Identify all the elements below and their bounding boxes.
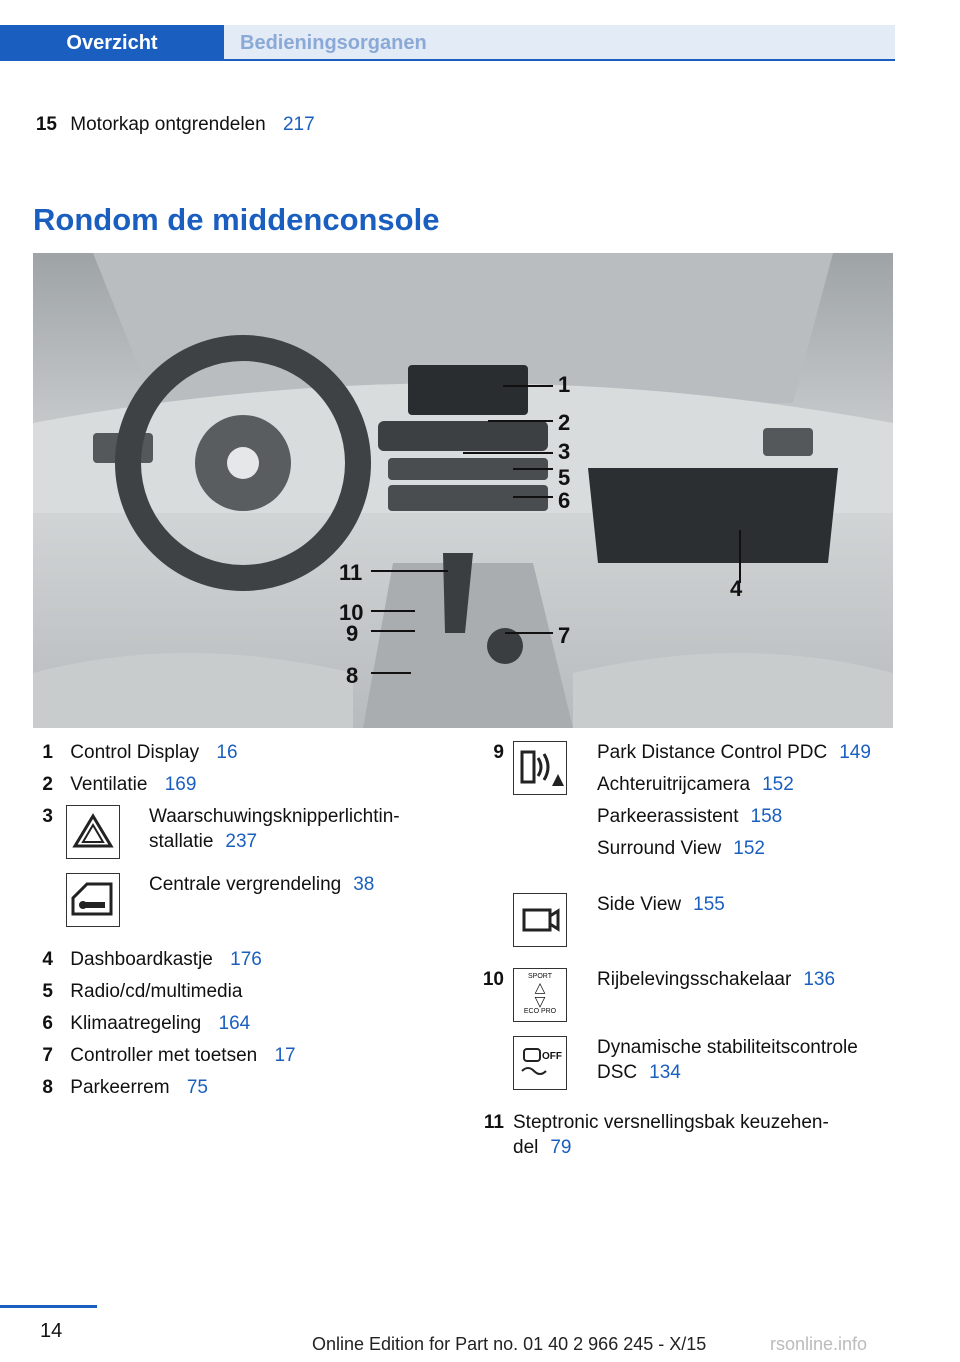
list-item-10: 10	[482, 969, 504, 990]
central-locking-label: Centrale vergrendeling 38	[149, 874, 375, 895]
driving-experience-switch-icon: SPORT △ ▽ ECO PRO	[513, 968, 567, 1022]
page-ref-link[interactable]: 155	[693, 894, 725, 915]
side-view-icon	[513, 893, 567, 947]
section-title: Rondom de middenconsole	[33, 202, 440, 237]
edition-info: Online Edition for Part no. 01 40 2 966 245 - X/15	[312, 1334, 707, 1354]
list-item-1: 1 Control Display 16	[42, 742, 238, 763]
callout-5: 5	[558, 465, 571, 490]
footer-accent-line	[0, 1305, 97, 1308]
pdc-icon	[513, 741, 567, 795]
page-ref-link[interactable]: 152	[762, 774, 794, 795]
callout-6: 6	[558, 488, 571, 513]
list-item-9: 9	[493, 742, 504, 763]
page-ref-link[interactable]: 164	[218, 1013, 251, 1034]
page-ref-link[interactable]: 38	[353, 874, 375, 895]
callout-2: 2	[558, 410, 571, 435]
steptronic-label: Steptronic versnellingsbak keuzehen- del 79	[513, 1112, 829, 1158]
tab-bedieningsorganen[interactable]: Bedieningsorganen	[224, 25, 895, 61]
driving-experience-label: Rijbelevingsschakelaar 136	[597, 969, 836, 990]
callout-10: 10	[339, 600, 364, 625]
tab-overzicht[interactable]: Overzicht	[0, 25, 224, 61]
page-ref-link[interactable]: 169	[164, 774, 197, 795]
dsc-label: Dynamische stabiliteitscontrole DSC 134	[597, 1037, 858, 1083]
watermark: rsonline.info	[770, 1334, 868, 1354]
car-interior-illustration	[33, 253, 893, 728]
page-ref-link[interactable]: 75	[186, 1077, 208, 1098]
page-ref-link[interactable]: 16	[216, 742, 238, 763]
page-ref-link[interactable]: 237	[225, 831, 258, 852]
callout-1: 1	[558, 372, 571, 397]
list-item-15: 15 Motorkap ontgrendelen 217	[35, 114, 315, 135]
callout-7: 7	[558, 623, 571, 648]
callout-11: 11	[339, 560, 363, 585]
callout-9: 9	[346, 621, 359, 646]
tab-underline	[224, 59, 895, 61]
page-ref-link[interactable]: 134	[649, 1062, 681, 1083]
page-ref-link[interactable]: 152	[733, 838, 765, 859]
page-ref-link[interactable]: 79	[550, 1137, 572, 1158]
hazard-warning-icon	[66, 805, 120, 859]
list-item-7: 7 Controller met toetsen 17	[42, 1045, 296, 1066]
page-number: 14	[40, 1320, 63, 1342]
callout-8: 8	[346, 663, 359, 688]
list-item-8: 8 Parkeerrem 75	[42, 1077, 208, 1098]
hazard-warning-label: Waarschuwingsknipperlichtin- stallatie 237	[149, 806, 400, 852]
list-item-2: 2 Ventilatie 169	[42, 774, 197, 795]
side-view-label: Side View 155	[597, 894, 725, 915]
list-item-4: 4 Dashboardkastje 176	[42, 949, 262, 970]
page-ref-link[interactable]: 149	[839, 742, 871, 763]
list-item-5: 5 Radio/cd/multimedia	[42, 981, 243, 1002]
page-ref-link[interactable]: 176	[230, 949, 262, 970]
callout-4: 4	[730, 576, 743, 601]
center-console-image	[33, 253, 893, 728]
list-item-3: 3	[42, 806, 53, 827]
page-ref-link[interactable]: 136	[803, 969, 836, 990]
pdc-labels: Park Distance Control PDC 149 Achteruitrijcamera 152 Parkeerassistent 158 Surround View 152	[597, 742, 871, 859]
list-item-11: 11	[483, 1112, 504, 1133]
dsc-off-icon: OFF	[513, 1036, 567, 1090]
page-ref-link[interactable]: 158	[750, 806, 783, 827]
list-item-6: 6 Klimaatregeling 164	[42, 1013, 251, 1034]
central-locking-icon	[66, 873, 120, 927]
page-ref-link[interactable]: 17	[274, 1045, 296, 1066]
callout-3: 3	[558, 439, 571, 464]
page-ref-link[interactable]: 217	[282, 114, 315, 135]
